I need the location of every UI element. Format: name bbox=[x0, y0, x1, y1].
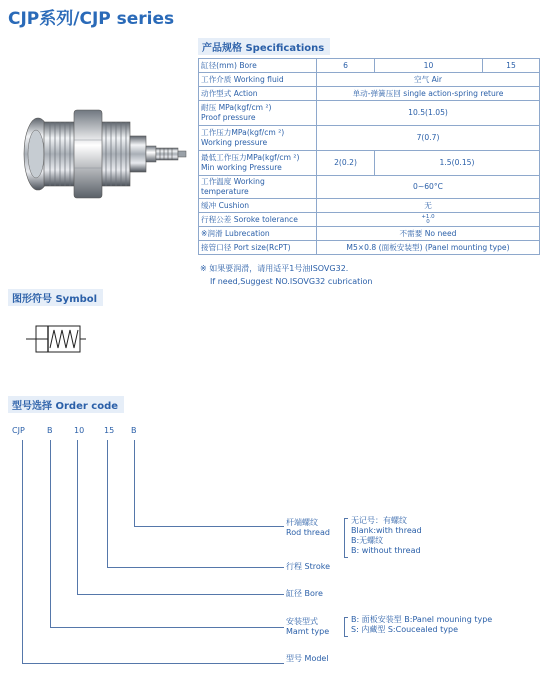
rod-thread-options bbox=[351, 516, 422, 556]
connector-line bbox=[22, 440, 23, 663]
spec-label-cn: 耐压 MPa(kgf/cm ²) bbox=[201, 103, 272, 112]
order-code-thread: B bbox=[131, 426, 137, 435]
spec-label: 行程公差 Soroke tolerance bbox=[199, 213, 317, 227]
connector-line bbox=[134, 440, 135, 526]
spec-label-en: Min working Pressure bbox=[201, 163, 282, 172]
order-code-stroke: 15 bbox=[104, 426, 115, 435]
spec-label bbox=[199, 126, 317, 151]
stroke-label: 行程 Stroke bbox=[286, 562, 331, 571]
options-brace bbox=[344, 617, 348, 637]
spec-value bbox=[317, 213, 540, 227]
order-code-series: CJP bbox=[12, 426, 25, 435]
connector-line bbox=[77, 440, 78, 594]
connector-line bbox=[107, 440, 108, 567]
spec-value: 无 bbox=[317, 199, 540, 213]
connector-line bbox=[107, 567, 284, 568]
connector-line bbox=[50, 440, 51, 627]
spec-label: 缓冲 Cushion bbox=[199, 199, 317, 213]
spec-value: 2(0.2) bbox=[317, 151, 375, 176]
connector-line bbox=[134, 526, 284, 527]
order-code-bore: 10 bbox=[74, 426, 85, 435]
spec-bore-10: 10 bbox=[375, 59, 483, 73]
spec-row bbox=[199, 241, 540, 255]
spec-value: 10.5(1.05) bbox=[317, 101, 540, 126]
spec-value: 0~60°C bbox=[317, 176, 540, 199]
spec-row bbox=[199, 213, 540, 227]
spec-value: 不需要 No need bbox=[317, 227, 540, 241]
options-brace bbox=[344, 518, 348, 558]
connector-line bbox=[77, 594, 284, 595]
lubrication-note-cn: ※ 如果要润滑，请用适平1号油ISOVG32. bbox=[200, 264, 349, 273]
spec-row bbox=[199, 227, 540, 241]
mount-option: S: 内藏型 S:Coucealed type bbox=[351, 625, 459, 634]
connector-line bbox=[50, 627, 284, 628]
connector-line bbox=[22, 663, 284, 664]
rod-option: Blank:with thread bbox=[351, 526, 422, 535]
mount-type-label bbox=[286, 617, 329, 637]
spec-label bbox=[199, 101, 317, 126]
spec-row bbox=[199, 176, 540, 199]
spec-row bbox=[199, 87, 540, 101]
spec-label-cn: 工作压力MPa(kgf/cm ²) bbox=[201, 128, 285, 137]
mount-type-options bbox=[351, 615, 492, 635]
spec-row-bore bbox=[199, 59, 540, 73]
spec-value: M5×0.8 (面板安装型) (Panel mounting type) bbox=[317, 241, 540, 255]
spec-row bbox=[199, 199, 540, 213]
spec-bore-15: 15 bbox=[483, 59, 540, 73]
spec-label bbox=[199, 151, 317, 176]
spec-label: 工作温度 Working temperature bbox=[199, 176, 317, 199]
symbol-heading: 图形符号 Symbol bbox=[8, 289, 103, 306]
bore-label: 缸径 Bore bbox=[286, 589, 323, 598]
spec-label-cn: 最低工作压力MPa(kgf/cm ²) bbox=[201, 153, 300, 162]
spec-label-en: Working pressure bbox=[201, 138, 268, 147]
rod-thread-en: Rod thread bbox=[286, 528, 330, 537]
mount-type-en: Mamt type bbox=[286, 627, 330, 636]
order-heading: 型号选择 Order code bbox=[8, 396, 124, 413]
rod-option: B: without thread bbox=[351, 546, 421, 555]
spec-label: 缸径(mm) Bore bbox=[199, 59, 317, 73]
tolerance-value bbox=[421, 215, 434, 225]
spec-row bbox=[199, 151, 540, 176]
model-label: 型号 Model bbox=[286, 654, 329, 663]
spec-label: ※润滑 Lubrecation bbox=[199, 227, 317, 241]
rod-option: 无记号：有螺纹 bbox=[351, 516, 407, 525]
spec-value: 单动-弹簧压回 single action-spring reture bbox=[317, 87, 540, 101]
spec-heading: 产品规格 Specifications bbox=[198, 38, 330, 55]
spec-label-en: Proof pressure bbox=[201, 113, 256, 122]
spec-row bbox=[199, 126, 540, 151]
spec-table bbox=[198, 58, 540, 255]
tolerance-upper: +1.0 bbox=[421, 213, 435, 220]
cylinder-symbol-icon bbox=[26, 322, 86, 356]
page-title: CJP系列/CJP series bbox=[8, 9, 175, 29]
rod-option: B:无螺纹 bbox=[351, 536, 384, 545]
spec-value: 7(0.7) bbox=[317, 126, 540, 151]
spec-label: 动作型式 Action bbox=[199, 87, 317, 101]
order-code-mount: B bbox=[47, 426, 53, 435]
tolerance-lower: 0 bbox=[426, 218, 430, 225]
spec-bore-6: 6 bbox=[317, 59, 375, 73]
mount-type-cn: 安装型式 bbox=[286, 617, 318, 626]
spec-label: 接管口径 Port size(RcPT) bbox=[199, 241, 317, 255]
rod-thread-label bbox=[286, 518, 330, 538]
rod-thread-cn: 杆端螺纹 bbox=[286, 518, 318, 527]
spec-row bbox=[199, 101, 540, 126]
mount-option: B: 面板安装型 B:Panel mouning type bbox=[351, 615, 493, 624]
spec-value: 1.5(0.15) bbox=[375, 151, 540, 176]
spec-row bbox=[199, 73, 540, 87]
cylinder-product-image bbox=[14, 102, 192, 206]
spec-label: 工作介质 Working fluid bbox=[199, 73, 317, 87]
lubrication-note-en: If need,Suggest NO.ISOVG32 cubrication bbox=[210, 277, 373, 286]
spec-value: 空气 Air bbox=[317, 73, 540, 87]
